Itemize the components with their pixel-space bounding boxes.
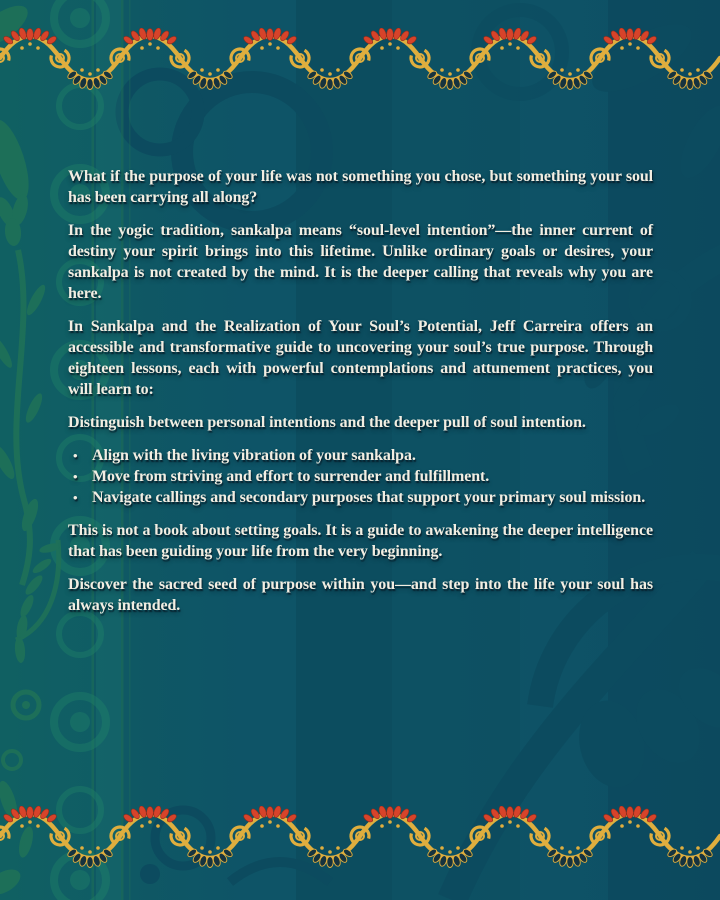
paragraph-tradition: In the yogic tradition, sankalpa means “soul-level intention”—the inner current of destiny your spirit brings into this lifetime. Unlike ordinary goals or desires, your sankalpa is not created by the mind. It is the deeper calling that reveals why you are here.	[68, 222, 653, 302]
paragraph-not-goals: This is not a book about setting goals. It is a guide to awakening the deeper intelligence that has been guiding your life from the very beginning.	[68, 522, 653, 560]
list-item	[68, 487, 653, 508]
list-item-text: Navigate callings and secondary purposes that support your primary soul mission.	[92, 489, 646, 506]
paragraph-hook: What if the purpose of your life was not something you chose, but something your soul has been carrying all along?	[68, 168, 653, 206]
bullet-glyph: •	[73, 448, 78, 463]
paragraph-distinguish: Distinguish between personal intentions and the deeper pull of soul intention.	[68, 414, 586, 431]
paragraph-discover: Discover the sacred seed of purpose within you—and step into the life your soul has always intended.	[68, 576, 653, 614]
blurb-text	[68, 166, 653, 628]
list-item-text: Move from striving and effort to surrender and fulfillment.	[92, 468, 490, 485]
learn-list	[68, 445, 653, 508]
bullet-glyph: •	[73, 469, 78, 484]
list-item	[68, 466, 653, 487]
paragraph-book-intro: In Sankalpa and the Realization of Your Soul’s Potential, Jeff Carreira offers an accessible and transformative guide to uncovering your soul’s true purpose. Through eighteen lessons, each with powerful contemplations and attunement practices, you will learn to:	[68, 318, 653, 398]
green-floral-ornament	[0, 0, 62, 900]
list-item	[68, 445, 653, 466]
list-item-text: Align with the living vibration of your sankalpa.	[92, 447, 416, 464]
bullet-glyph: •	[73, 490, 78, 505]
